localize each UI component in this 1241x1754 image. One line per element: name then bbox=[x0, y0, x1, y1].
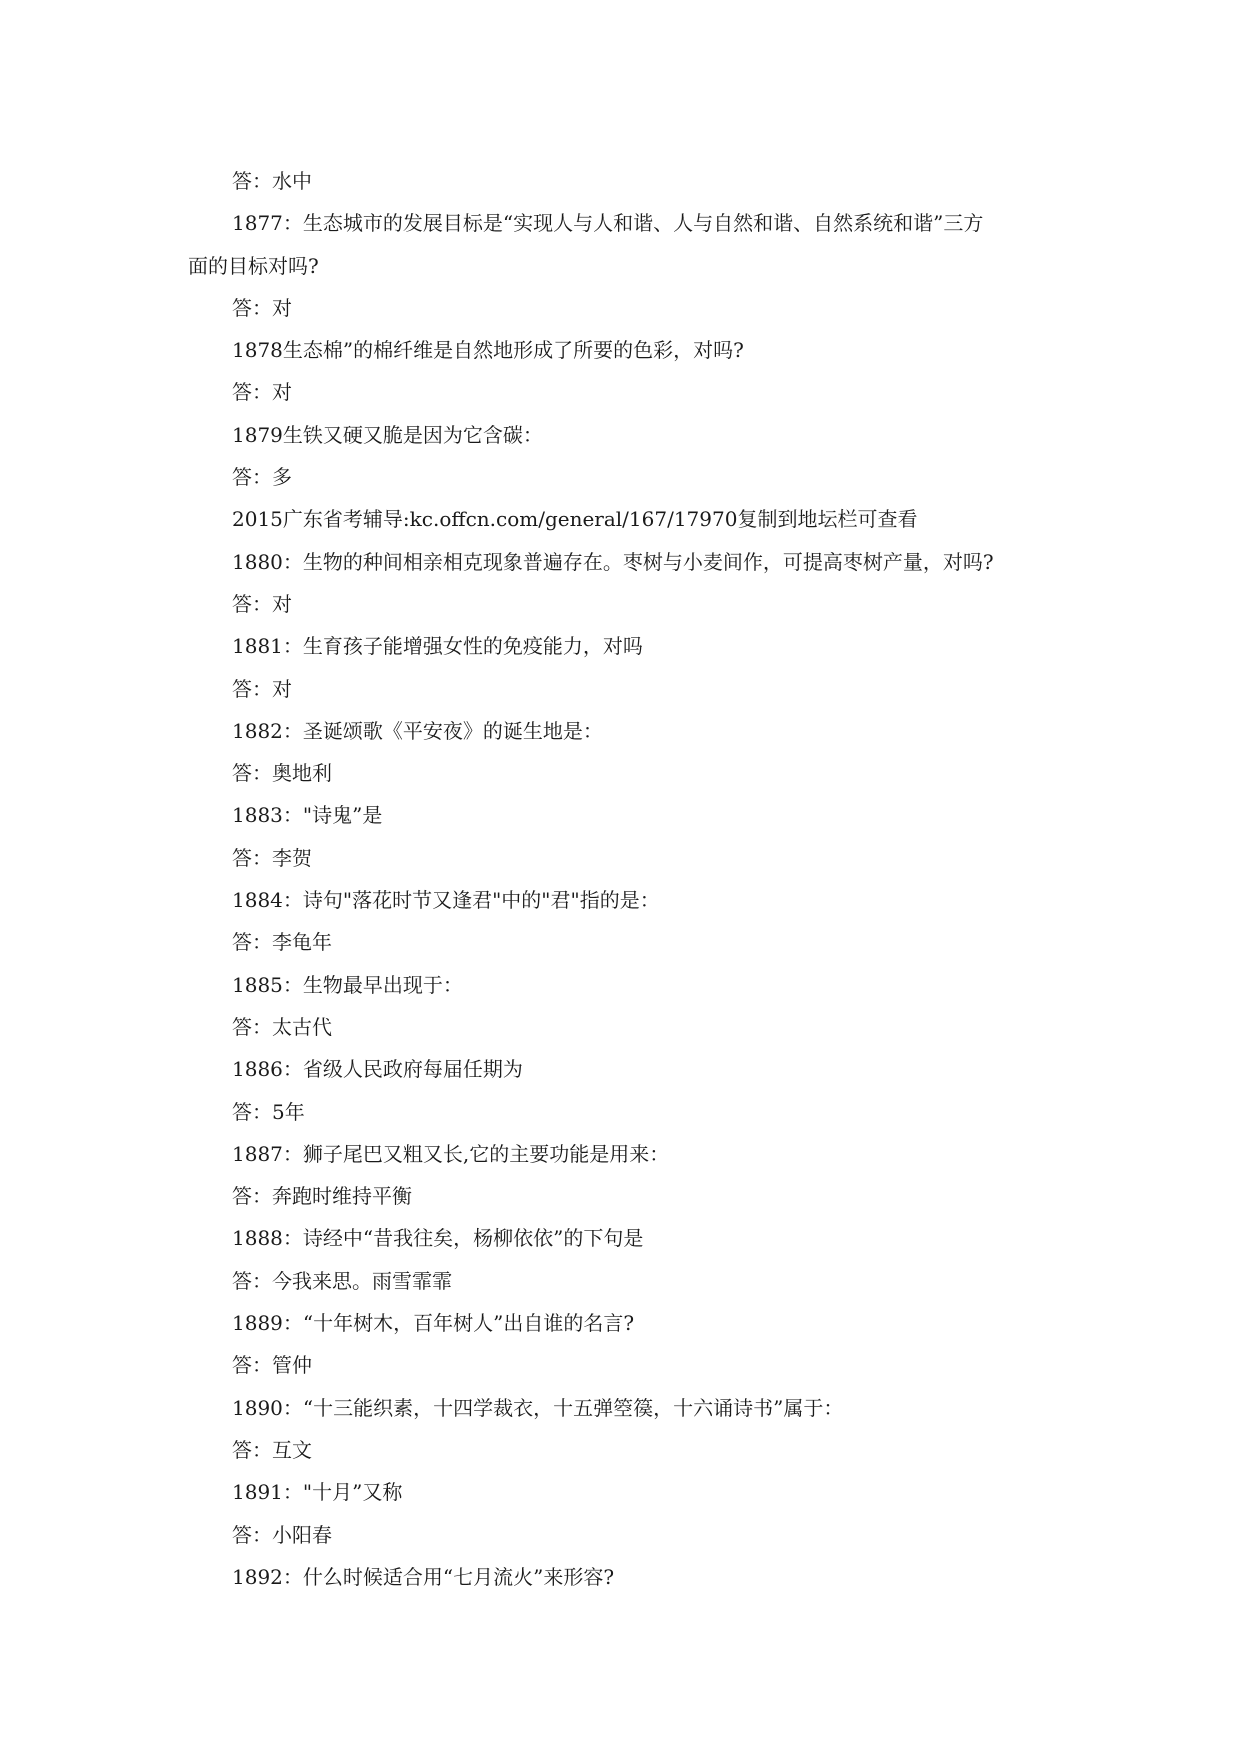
answer-line: 答：对 bbox=[232, 676, 292, 701]
question-line: 1890：“十三能织素，十四学裁衣，十五弹箜篌，十六诵诗书”属于： bbox=[232, 1395, 844, 1420]
question-line: 1889：“十年树木，百年树人”出自谁的名言? bbox=[232, 1311, 635, 1336]
document-body bbox=[188, 160, 1058, 1598]
answer-line: 答：管仲 bbox=[232, 1353, 312, 1378]
question-line: 1891："十月”又称 bbox=[232, 1480, 403, 1505]
question-line: 1887：狮子尾巴又粗又长,它的主要功能是用来： bbox=[232, 1141, 670, 1166]
answer-line: 答：5年 bbox=[232, 1099, 305, 1124]
question-line-continuation: 面的目标对吗? bbox=[188, 253, 319, 278]
question-line: 1886：省级人民政府每届任期为 bbox=[232, 1057, 523, 1082]
question-line: 1884：诗句"落花时节又逢君"中的"君"指的是： bbox=[232, 888, 660, 913]
question-line: 1882：圣诞颂歌《平安夜》的诞生地是： bbox=[232, 718, 603, 743]
answer-line: 答：李贺 bbox=[232, 845, 312, 870]
answer-line: 答：水中 bbox=[232, 169, 312, 193]
answer-line: 答：李龟年 bbox=[232, 930, 332, 955]
question-line: 1881：生育孩子能增强女性的免疫能力，对吗 bbox=[232, 634, 643, 659]
answer-line: 答：多 bbox=[232, 465, 292, 490]
question-line: 1878生态棉”的棉纤维是自然地形成了所要的色彩，对吗? bbox=[232, 338, 744, 363]
answer-line: 答：奥地利 bbox=[232, 761, 332, 786]
question-line: 1883："诗鬼”是 bbox=[232, 803, 383, 828]
question-line: 1888：诗经中“昔我往矣，杨柳依依”的下句是 bbox=[232, 1226, 644, 1251]
answer-line: 答：奔跑时维持平衡 bbox=[232, 1184, 412, 1209]
answer-line: 答：今我来思。雨雪霏霏 bbox=[232, 1268, 452, 1293]
question-line: 1877：生态城市的发展目标是“实现人与人和谐、人与自然和谐、自然系统和谐”三方 bbox=[232, 211, 984, 236]
question-line: 1892：什么时候适合用“七月流火”来形容? bbox=[232, 1564, 615, 1589]
answer-line: 答：小阳春 bbox=[232, 1522, 332, 1547]
question-line: 1880：生物的种间相亲相克现象普遍存在。枣树与小麦间作，可提高枣树产量，对吗? bbox=[232, 549, 994, 574]
promo-line: 2015广东省考辅导:kc.offcn.com/general/167/17970复制到地坛栏可查看 bbox=[232, 507, 918, 532]
answer-line: 答：太古代 bbox=[232, 1014, 332, 1039]
answer-line: 答：对 bbox=[232, 295, 292, 320]
answer-line: 答：互文 bbox=[232, 1437, 312, 1462]
question-line: 1885：生物最早出现于： bbox=[232, 972, 463, 997]
question-line: 1879生铁又硬又脆是因为它含碳： bbox=[232, 422, 543, 447]
answer-line: 答：对 bbox=[232, 591, 292, 616]
answer-line: 答：对 bbox=[232, 380, 292, 405]
